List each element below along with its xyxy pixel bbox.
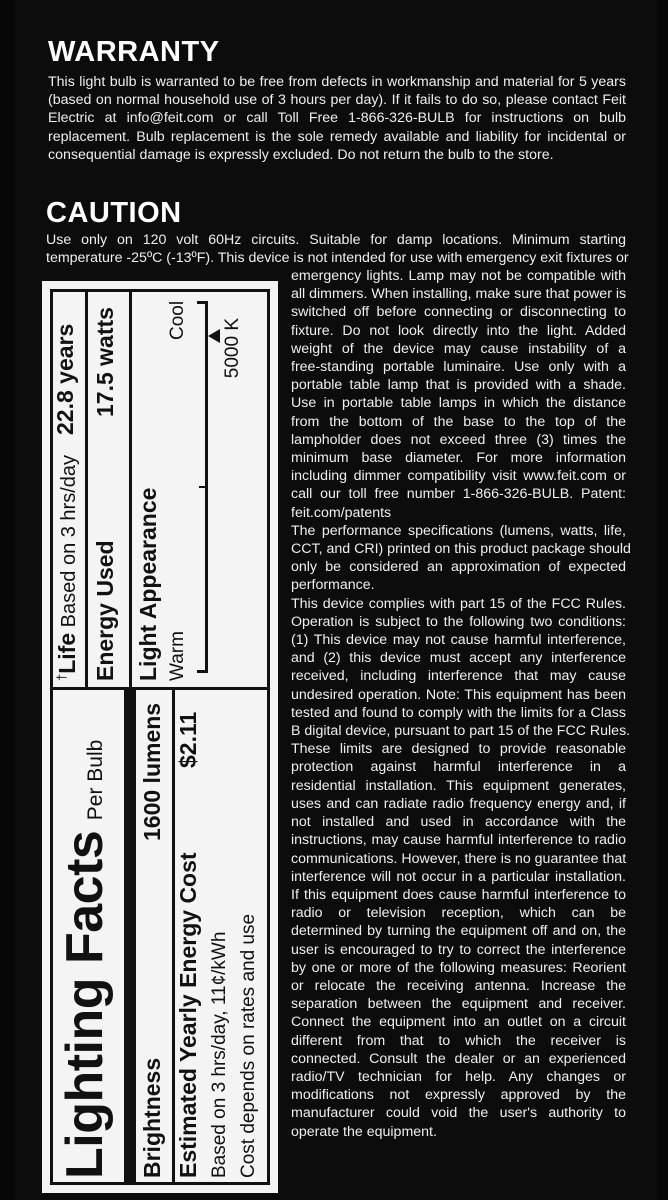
lf-energy-label: Energy Used <box>92 540 118 681</box>
warranty-line: This light bulb is warranted to be free from defects in workmanship and material for 5 years <box>48 74 626 90</box>
caution-column-line: portable table lamp that is provided with a shade. <box>291 377 626 394</box>
caution-column-line: These limits are designed to provide reasonable <box>291 741 626 758</box>
lf-life-note: Based on 3 hrs/day <box>58 454 80 633</box>
caution-column-line: Connect the equipment into an outlet on a circuit <box>291 1014 626 1031</box>
warranty-heading: WARRANTY <box>48 36 220 68</box>
lf-cost-note-1: Based on 3 hrs/day, 11¢/kWh <box>209 931 230 1178</box>
lighting-facts-label <box>42 281 278 1193</box>
caution-column-line: performance. <box>291 577 375 594</box>
right-edge-shadow <box>658 0 668 1200</box>
caution-column-line: lampholder does not exceed three (3) times the <box>291 431 626 448</box>
cct-scale-tick-cool <box>197 301 208 304</box>
lf-cost-note-2: Cost depends on rates and use <box>238 913 259 1178</box>
caution-column-line: received, including interference that may cause <box>291 668 626 685</box>
lf-rule-2 <box>85 291 88 687</box>
lf-brightness-label: Brightness <box>139 1057 165 1178</box>
caution-line: temperature -25ºC (-13ºF). This device is not intended for use with emergency exit fixtures or <box>46 250 629 267</box>
caution-column-line: operate the equipment. <box>291 1123 437 1140</box>
lf-energy-value: 17.5 watts <box>92 307 118 417</box>
caution-column-line: all dimmers. When installing, make sure that power is <box>291 286 627 303</box>
lf-life-dagger: † <box>54 673 69 681</box>
caution-column-line: feit.com/patents <box>291 504 392 521</box>
lf-cct-value: 5000 K <box>222 317 243 379</box>
caution-column-line: CCT, and CRI) printed on this product package should <box>291 541 631 558</box>
caution-column-line: determined by turning the equipment off and on, the <box>291 923 626 940</box>
lf-section-divider <box>50 687 270 690</box>
caution-column-line: switched off before connecting or disconnecting to <box>291 304 626 321</box>
cct-scale-tick-warm <box>197 670 208 673</box>
lf-per-bulb: Per Bulb <box>84 739 107 821</box>
lf-warm-label: Warm <box>167 631 188 681</box>
frame-bottom <box>267 289 270 1185</box>
caution-column-line: fixture. Do not look directly into the light. Added <box>291 322 626 339</box>
caution-column-line: Operation is subject to the following two conditions: <box>291 613 626 630</box>
caution-intro <box>46 231 629 267</box>
caution-column-line: from the bottom of the base to the top of the <box>291 413 626 430</box>
caution-column-line: call our toll free number 1-866-326-BULB. Patent: <box>291 486 626 503</box>
warranty-line: Electric at info@feit.com or call Toll Free 1-866-326-BULB for instructions on bulb <box>48 110 626 127</box>
lighting-facts-rotated <box>42 281 278 1193</box>
caution-column-line: communications. However, there is no guarantee that <box>291 850 627 867</box>
lf-title-text: Lighting Facts <box>56 830 114 1179</box>
caution-column-line: Use in portable table lamps in which the distance <box>291 395 626 412</box>
lf-appearance-label: Light Appearance <box>135 487 161 681</box>
caution-column-line: different from that to which the receiver is <box>291 1032 626 1049</box>
caution-line: Use only on 120 volt 60Hz circuits. Suitable for damp locations. Minimum starting <box>46 232 626 248</box>
lf-title-bar <box>124 690 136 1182</box>
caution-column-line: minimum base diameter. For more information <box>291 450 626 467</box>
lf-life-value: 22.8 years <box>52 323 78 435</box>
caution-column-line: by one or more of the following measures: Reorient <box>291 959 626 976</box>
caution-column-line: B digital device, pursuant to part 15 of the FCC Rules. <box>291 723 631 740</box>
caution-column-line: user is encouraged to try to correct the interference <box>291 941 626 958</box>
lf-life-label: Life <box>54 632 80 674</box>
lf-title <box>55 740 115 1179</box>
caution-column-line: or relocate the receiving antenna. Increase the <box>291 977 626 994</box>
caution-column-line: residential installation. This equipment generates, <box>291 777 626 794</box>
caution-column-line: undesired operation. Note: This equipment has been <box>291 686 626 703</box>
caution-column-line: The performance specifications (lumens, watts, life, <box>291 522 626 539</box>
frame-right <box>50 289 270 292</box>
caution-column-line: protection against harmful interference in a <box>291 759 626 776</box>
caution-column-line: modifications not expressly approved by the <box>291 1087 626 1104</box>
caution-column-line: not installed and used in accordance with the <box>291 814 626 831</box>
warranty-line: replacement. Bulb replacement is the sole remedy available and liability for incidental or <box>48 128 626 145</box>
warranty-line: consequential damage is expressly excluded. Do not return the bulb to the store. <box>48 146 554 163</box>
caution-column-line: only be considered an approximation of expected <box>291 559 626 576</box>
caution-column-line: manufacturer could void the user's authority to <box>291 1105 626 1122</box>
caution-column-line: uses and can radiate radio frequency energy and, if <box>291 795 626 812</box>
caution-column-line: including dimmer compatibility visit www.feit.com or <box>291 468 626 485</box>
caution-column-line: radio/TV technician for help. Any changes or <box>291 1068 626 1085</box>
lf-cost-label: Estimated Yearly Energy Cost <box>175 852 201 1178</box>
caution-column-line: and (2) this device must accept any interference <box>291 650 626 667</box>
caution-column-text <box>291 267 631 1141</box>
lf-life <box>54 455 81 681</box>
caution-column-line: separation between the equipment and receiver. <box>291 996 626 1013</box>
caution-column-line: instructions, may cause harmful interference to radio <box>291 832 626 849</box>
lf-rule-3 <box>129 291 132 687</box>
lf-cost-value: $2.11 <box>175 711 201 768</box>
cct-marker-icon <box>208 329 220 343</box>
caution-column-line: free-standing portable luminaire. Use only with a <box>291 359 626 376</box>
caution-column-line: radio or television reception, which can be <box>291 905 626 922</box>
caution-column-line: interference will not occur in a particular installation. <box>291 868 626 885</box>
cct-scale-tick-mid <box>199 486 208 488</box>
caution-column-line: connected. Consult the dealer or an experienced <box>291 1050 626 1067</box>
caution-column-line: tested and found to comply with the limits for a Class <box>291 704 626 721</box>
caution-column-line: (1) This device may not cause harmful interference, <box>291 632 626 649</box>
frame-left <box>50 1182 270 1185</box>
caution-column-line: If this equipment does cause harmful interference to <box>291 886 626 903</box>
caution-column-line: weight of the device may cause instability of a <box>291 340 626 357</box>
warranty-line: (based on normal household use of 3 hours per day). If it fails to do so, please contact Feit <box>48 92 626 109</box>
caution-column-line: This device complies with part 15 of the FCC Rules. <box>291 595 626 612</box>
caution-column-line: emergency lights. Lamp may not be compatible with <box>291 268 626 284</box>
lf-brightness-value: 1600 lumens <box>139 702 165 841</box>
lf-cool-label: Cool <box>167 300 188 340</box>
left-edge-shadow <box>0 0 14 1200</box>
caution-heading: CAUTION <box>46 197 182 229</box>
warranty-text <box>48 73 626 164</box>
